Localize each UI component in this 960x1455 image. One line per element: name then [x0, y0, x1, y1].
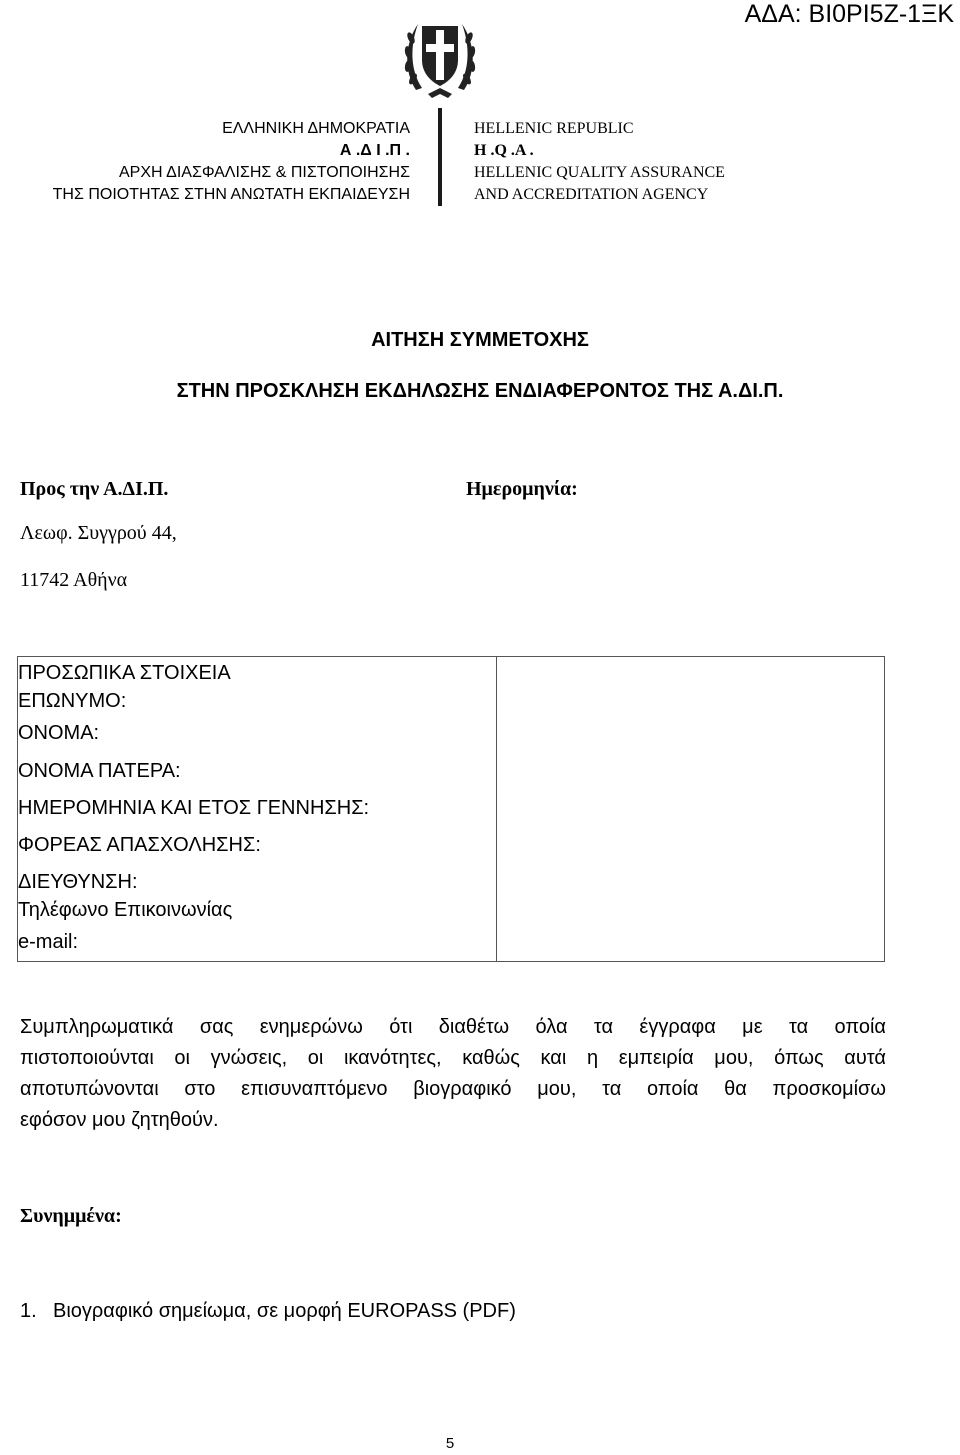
- recipient-to: Προς την Α.ΔΙ.Π.: [20, 478, 169, 500]
- personal-data-table: [17, 656, 885, 962]
- form-heading: ΠΡΟΣΩΠΙΚΑ ΣΤΟΙΧΕΙΑ: [18, 662, 231, 684]
- date-label: Ημερομηνία:: [466, 478, 578, 500]
- header-right: [474, 118, 894, 206]
- page-title: ΑΙΤΗΣΗ ΣΥΜΜΕΤΟΧΗΣ: [371, 329, 589, 351]
- attachment-item-text: Βιογραφικό σημείωμα, σε μορφή EUROPASS (PDF): [53, 1300, 516, 1322]
- header-left-line: ΤΗΣ ΠΟΙΟΤΗΤΑΣ ΣΤΗΝ ΑΝΩΤΑΤΗ ΕΚΠΑΙΔΕΥΣΗ: [52, 186, 410, 203]
- attachment-item-number: 1.: [20, 1300, 37, 1322]
- form-labels-cell: [18, 657, 497, 962]
- field-label-father-name: ΟΝΟΜΑ ΠΑΤΕΡΑ:: [18, 760, 181, 782]
- field-label-name: ΟΝΟΜΑ:: [18, 722, 100, 744]
- address-line-1: Λεωφ. Συγγρού 44,: [20, 522, 177, 544]
- header-right-line: HELLENIC REPUBLIC: [474, 120, 634, 137]
- header-left-acronym: Α .Δ Ι .Π .: [339, 142, 410, 159]
- header-right-line: AND ACCREDITATION AGENCY: [474, 186, 709, 203]
- field-label-birth-date: ΗΜΕΡΟΜΗΝΙΑ ΚΑΙ ΕΤΟΣ ΓΕΝΝΗΣΗΣ:: [18, 797, 370, 819]
- page-number: 5: [445, 1435, 455, 1452]
- header-divider: [438, 108, 442, 206]
- paragraph-line: πιστοποιούνται οι γνώσεις, οι ικανότητες, καθώς και η εμπειρία μου, όπως αυτά: [20, 1047, 886, 1069]
- header-left-line: ΑΡΧΗ ΔΙΑΣΦΑΛΙΣΗΣ & ΠΙΣΤΟΠΟΙΗΣΗΣ: [119, 164, 410, 181]
- attachments-heading: Συνημμένα:: [20, 1205, 122, 1227]
- field-label-employer: ΦΟΡΕΑΣ ΑΠΑΣΧΟΛΗΣΗΣ:: [18, 834, 261, 856]
- field-label-phone: Τηλέφωνο Επικοινωνίας: [18, 899, 233, 921]
- field-label-email: e-mail:: [18, 931, 79, 953]
- header-right-acronym: H .Q .A .: [474, 142, 534, 159]
- paragraph-line: αποτυπώνονται στο επισυναπτόμενο βιογραφικό μου, τα οποία θα προσκομίσω: [20, 1078, 886, 1100]
- declaration-paragraph: [20, 1012, 886, 1136]
- ada-code: ΑΔΑ: ΒΙ0ΡΙ5Ζ-1ΞΚ: [744, 0, 954, 28]
- address-line-2: 11742 Αθήνα: [20, 569, 128, 591]
- header-right-line: HELLENIC QUALITY ASSURANCE: [474, 164, 725, 181]
- paragraph-line: εφόσον μου ζητηθούν.: [20, 1109, 219, 1131]
- greek-coat-of-arms-icon: [402, 8, 478, 102]
- header-left-line: ΕΛΛΗΝΙΚΗ ΔΗΜΟΚΡΑΤΙΑ: [222, 120, 410, 137]
- field-label-address: ΔΙΕΥΘΥΝΣΗ:: [18, 871, 138, 893]
- header-left: [0, 118, 410, 206]
- page-subtitle: ΣΤΗΝ ΠΡΟΣΚΛΗΣΗ ΕΚΔΗΛΩΣΗΣ ΕΝΔΙΑΦΕΡΟΝΤΟΣ ΤΗΣ Α.ΔΙ.Π.: [176, 380, 784, 402]
- field-label-surname: ΕΠΩΝΥΜΟ:: [18, 690, 127, 712]
- form-values-cell[interactable]: [497, 657, 885, 962]
- paragraph-line: Συμπληρωματικά σας ενημερώνω ότι διαθέτω όλα τα έγγραφα με τα οποία: [20, 1016, 886, 1038]
